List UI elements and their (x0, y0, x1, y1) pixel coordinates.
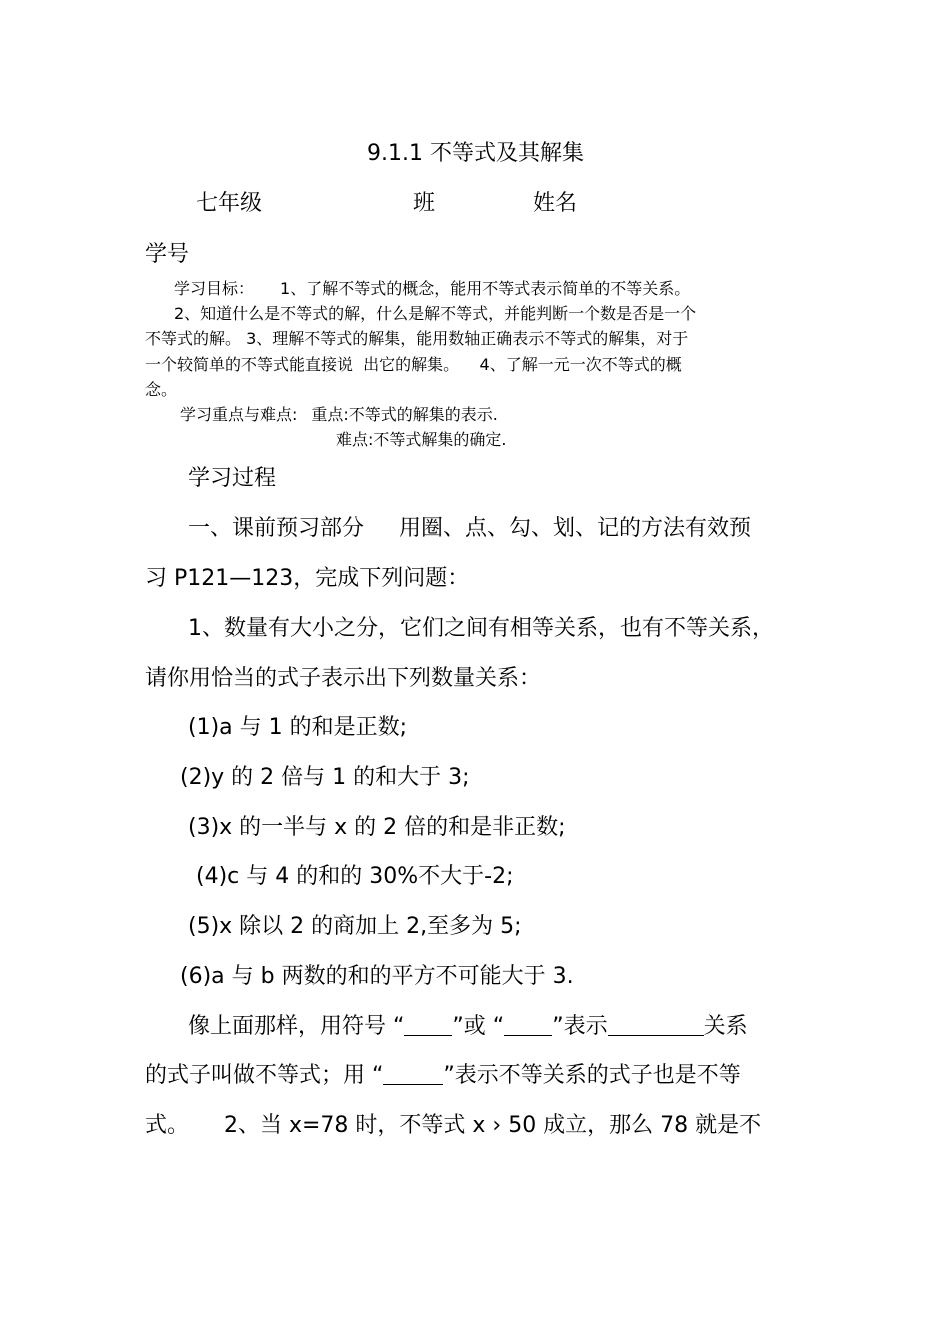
grade-label: 七年级 (196, 191, 263, 216)
process-heading: 学习过程 (188, 466, 277, 491)
definition-text: ”表示 (552, 1014, 608, 1039)
objectives-line-3: 不等式的解。 3、理解不等式的解集，能用数轴正确表示不等式的解集，对于 (145, 329, 689, 348)
key-points-label: 学习重点与难点: (180, 405, 298, 424)
definition-text: 关系 (703, 1014, 748, 1039)
list-item: (4)c 与 4 的和的 30%不大于-2; (196, 864, 514, 889)
list-item: (1)a 与 1 的和是正数; (188, 715, 408, 740)
definition-line-1 (188, 1009, 748, 1040)
definition-text: ”或 “ (452, 1014, 505, 1039)
objectives-line-2: 2、知道什么是不等式的解，什么是解不等式，并能判断一个数是否是一个 (174, 304, 697, 323)
list-item: (6)a 与 b 两数的和的平方不可能大于 3. (180, 964, 574, 989)
blank-symbol-1[interactable] (404, 1013, 452, 1036)
objective-1: 1、了解不等式的概念，能用不等式表示简单的不等关系。 (280, 279, 691, 298)
definition-line-3: 式。 2、当 x=78 时，不等式 x › 50 成立，那么 78 就是不 (145, 1113, 762, 1138)
key-point: 重点:不等式的解集的表示. (311, 405, 498, 424)
blank-symbol-2[interactable] (504, 1013, 552, 1036)
difficulty-point: 难点:不等式解集的确定. (336, 430, 507, 449)
page-title: 9.1.1 不等式及其解集 (367, 141, 584, 166)
blank-symbol-3[interactable] (383, 1062, 443, 1085)
objectives-line-5: 念。 (145, 380, 178, 399)
list-item: (2)y 的 2 倍与 1 的和大于 3; (180, 765, 470, 790)
name-label: 姓名 (533, 191, 578, 216)
section1-line-1: 一、课前预习部分 用圈、点、勾、划、记的方法有效预 (188, 516, 751, 541)
objectives-label: 学习目标： (174, 279, 255, 298)
objectives-line-1 (174, 276, 690, 299)
section1-line-2: 习 P121—123，完成下列问题： (145, 566, 470, 591)
definition-text: 像上面那样，用符号 “ (188, 1014, 405, 1039)
list-item: (5)x 除以 2 的商加上 2,至多为 5; (188, 914, 522, 939)
definition-text: ”表示不等关系的式子也是不等 (443, 1063, 741, 1088)
definition-text: 的式子叫做不等式；用 “ (145, 1063, 384, 1088)
list-item: (3)x 的一半与 x 的 2 倍的和是非正数; (188, 815, 566, 840)
student-id-label: 学号 (145, 242, 190, 267)
question1-line-1: 1、数量有大小之分，它们之间有相等关系，也有不等关系， (188, 616, 774, 641)
objectives-line-4: 一个较简单的不等式能直接说 出它的解集。 4、了解一元一次不等式的概 (145, 355, 682, 374)
question1-line-2: 请你用恰当的式子表示出下列数量关系： (145, 666, 542, 691)
blank-relation[interactable] (608, 1013, 704, 1036)
key-points-line (180, 402, 498, 425)
definition-line-2 (145, 1058, 741, 1089)
class-label: 班 (413, 191, 436, 216)
